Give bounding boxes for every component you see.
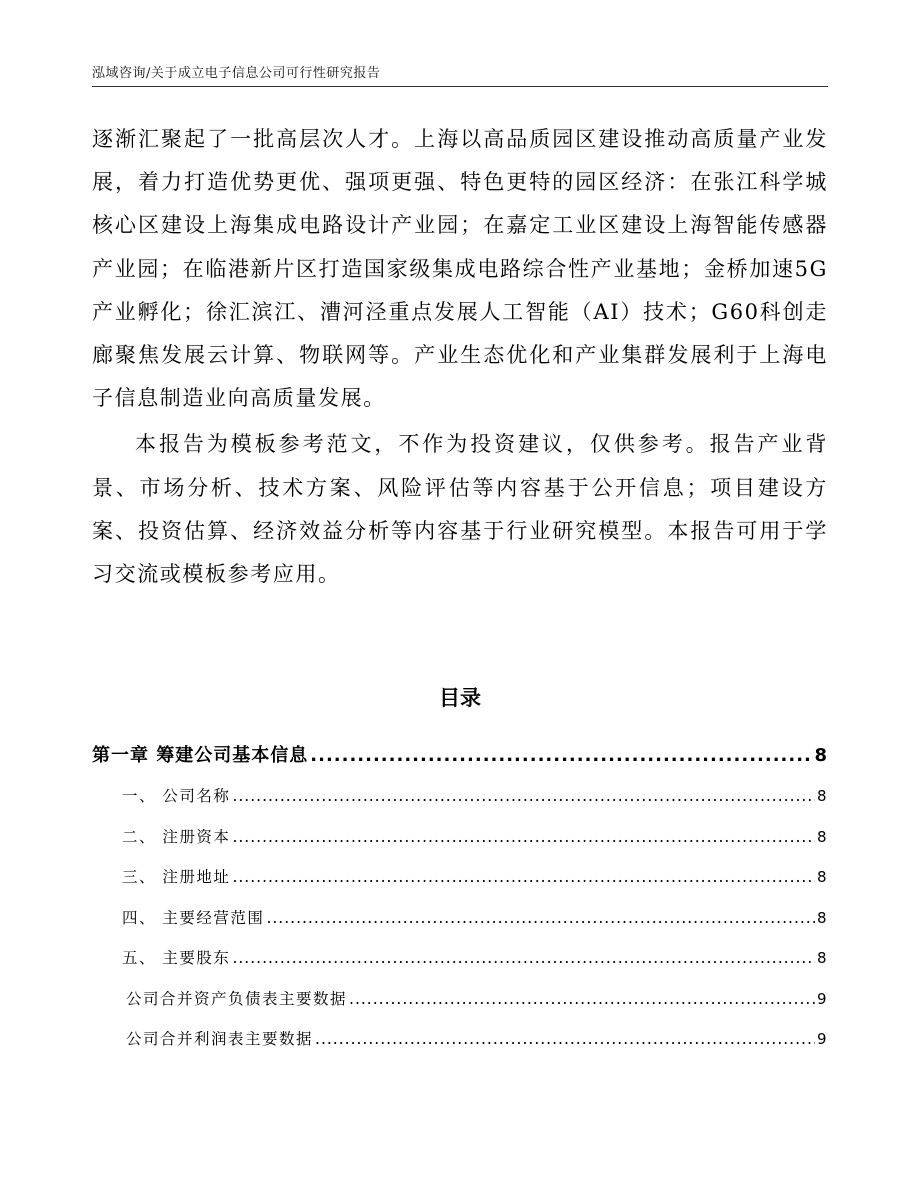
toc-entry-registered-capital[interactable] — [92, 817, 828, 858]
toc-chapter-label: 第一章 筹建公司基本信息 — [92, 745, 309, 766]
toc-leader-dots — [232, 938, 815, 979]
running-header: 泓域咨询/关于成立电子信息公司可行性研究报告 — [92, 66, 381, 81]
toc-entry-label: 一、 公司名称 — [122, 787, 231, 805]
table-of-contents — [92, 740, 828, 1060]
toc-leader-dots — [232, 776, 815, 817]
toc-entry-label: 二、 注册资本 — [122, 827, 231, 846]
toc-entry-label: 五、 主要股东 — [122, 949, 231, 967]
toc-entry-label: 公司合并资产负债表主要数据 — [126, 989, 348, 1008]
toc-page-number: 8 — [816, 868, 828, 886]
toc-entry-business-scope[interactable] — [92, 898, 828, 939]
paragraph-1: 逐渐汇聚起了一批高层次人才。上海以高品质园区建设推动高质量产业发展，着力打造优势更优、强项更强、特色更特的园区经济：在张江科学城核心区建设上海集成电路设计产业园；在嘉定工业区建设上海智能传感器产业园；在临港新片区打造国家级集成电路综合性产业基地；金桥加速5G产业孵化；徐汇滨江、漕河泾重点发展人工智能（AI）技术；G60科创走廊聚焦发展云计算、物联网等。产业生态优化和产业集群发展利于上海电子信息制造业向高质量发展。 — [92, 127, 828, 411]
toc-entry-registered-address[interactable] — [92, 857, 828, 898]
toc-chapter-1[interactable] — [92, 740, 828, 772]
body-text — [92, 118, 828, 596]
toc-leader-dots — [310, 740, 812, 772]
toc-page-number: 9 — [816, 989, 828, 1008]
paragraph-2: 本报告为模板参考范文，不作为投资建议，仅供参考。报告产业背景、市场分析、技术方案、风险评估等内容基于公开信息；项目建设方案、投资估算、经济效益分析等内容基于行业研究模型。本报告可用于学习交流或模板参考应用。 — [92, 432, 828, 587]
toc-entry-label: 公司合并利润表主要数据 — [126, 1030, 314, 1048]
toc-page-number: 8 — [814, 745, 828, 766]
toc-leader-dots — [232, 857, 815, 898]
toc-page-number: 9 — [816, 1030, 828, 1048]
toc-entry-company-name[interactable] — [92, 776, 828, 817]
header-divider — [92, 86, 828, 87]
toc-page-number: 8 — [816, 827, 828, 846]
toc-title: 目录 — [439, 686, 481, 710]
toc-entry-balance-sheet[interactable] — [92, 979, 828, 1020]
toc-leader-dots — [315, 1019, 815, 1060]
toc-entry-income-statement[interactable] — [92, 1019, 828, 1060]
toc-leader-dots — [232, 817, 815, 858]
toc-leader-dots — [349, 979, 815, 1020]
toc-leader-dots — [266, 898, 815, 939]
toc-entry-label: 四、 主要经营范围 — [122, 908, 265, 927]
toc-page-number: 8 — [816, 949, 828, 967]
toc-page-number: 8 — [816, 787, 828, 805]
toc-entry-label: 三、 注册地址 — [122, 868, 231, 886]
toc-page-number: 8 — [816, 908, 828, 927]
toc-entry-major-shareholders[interactable] — [92, 938, 828, 979]
